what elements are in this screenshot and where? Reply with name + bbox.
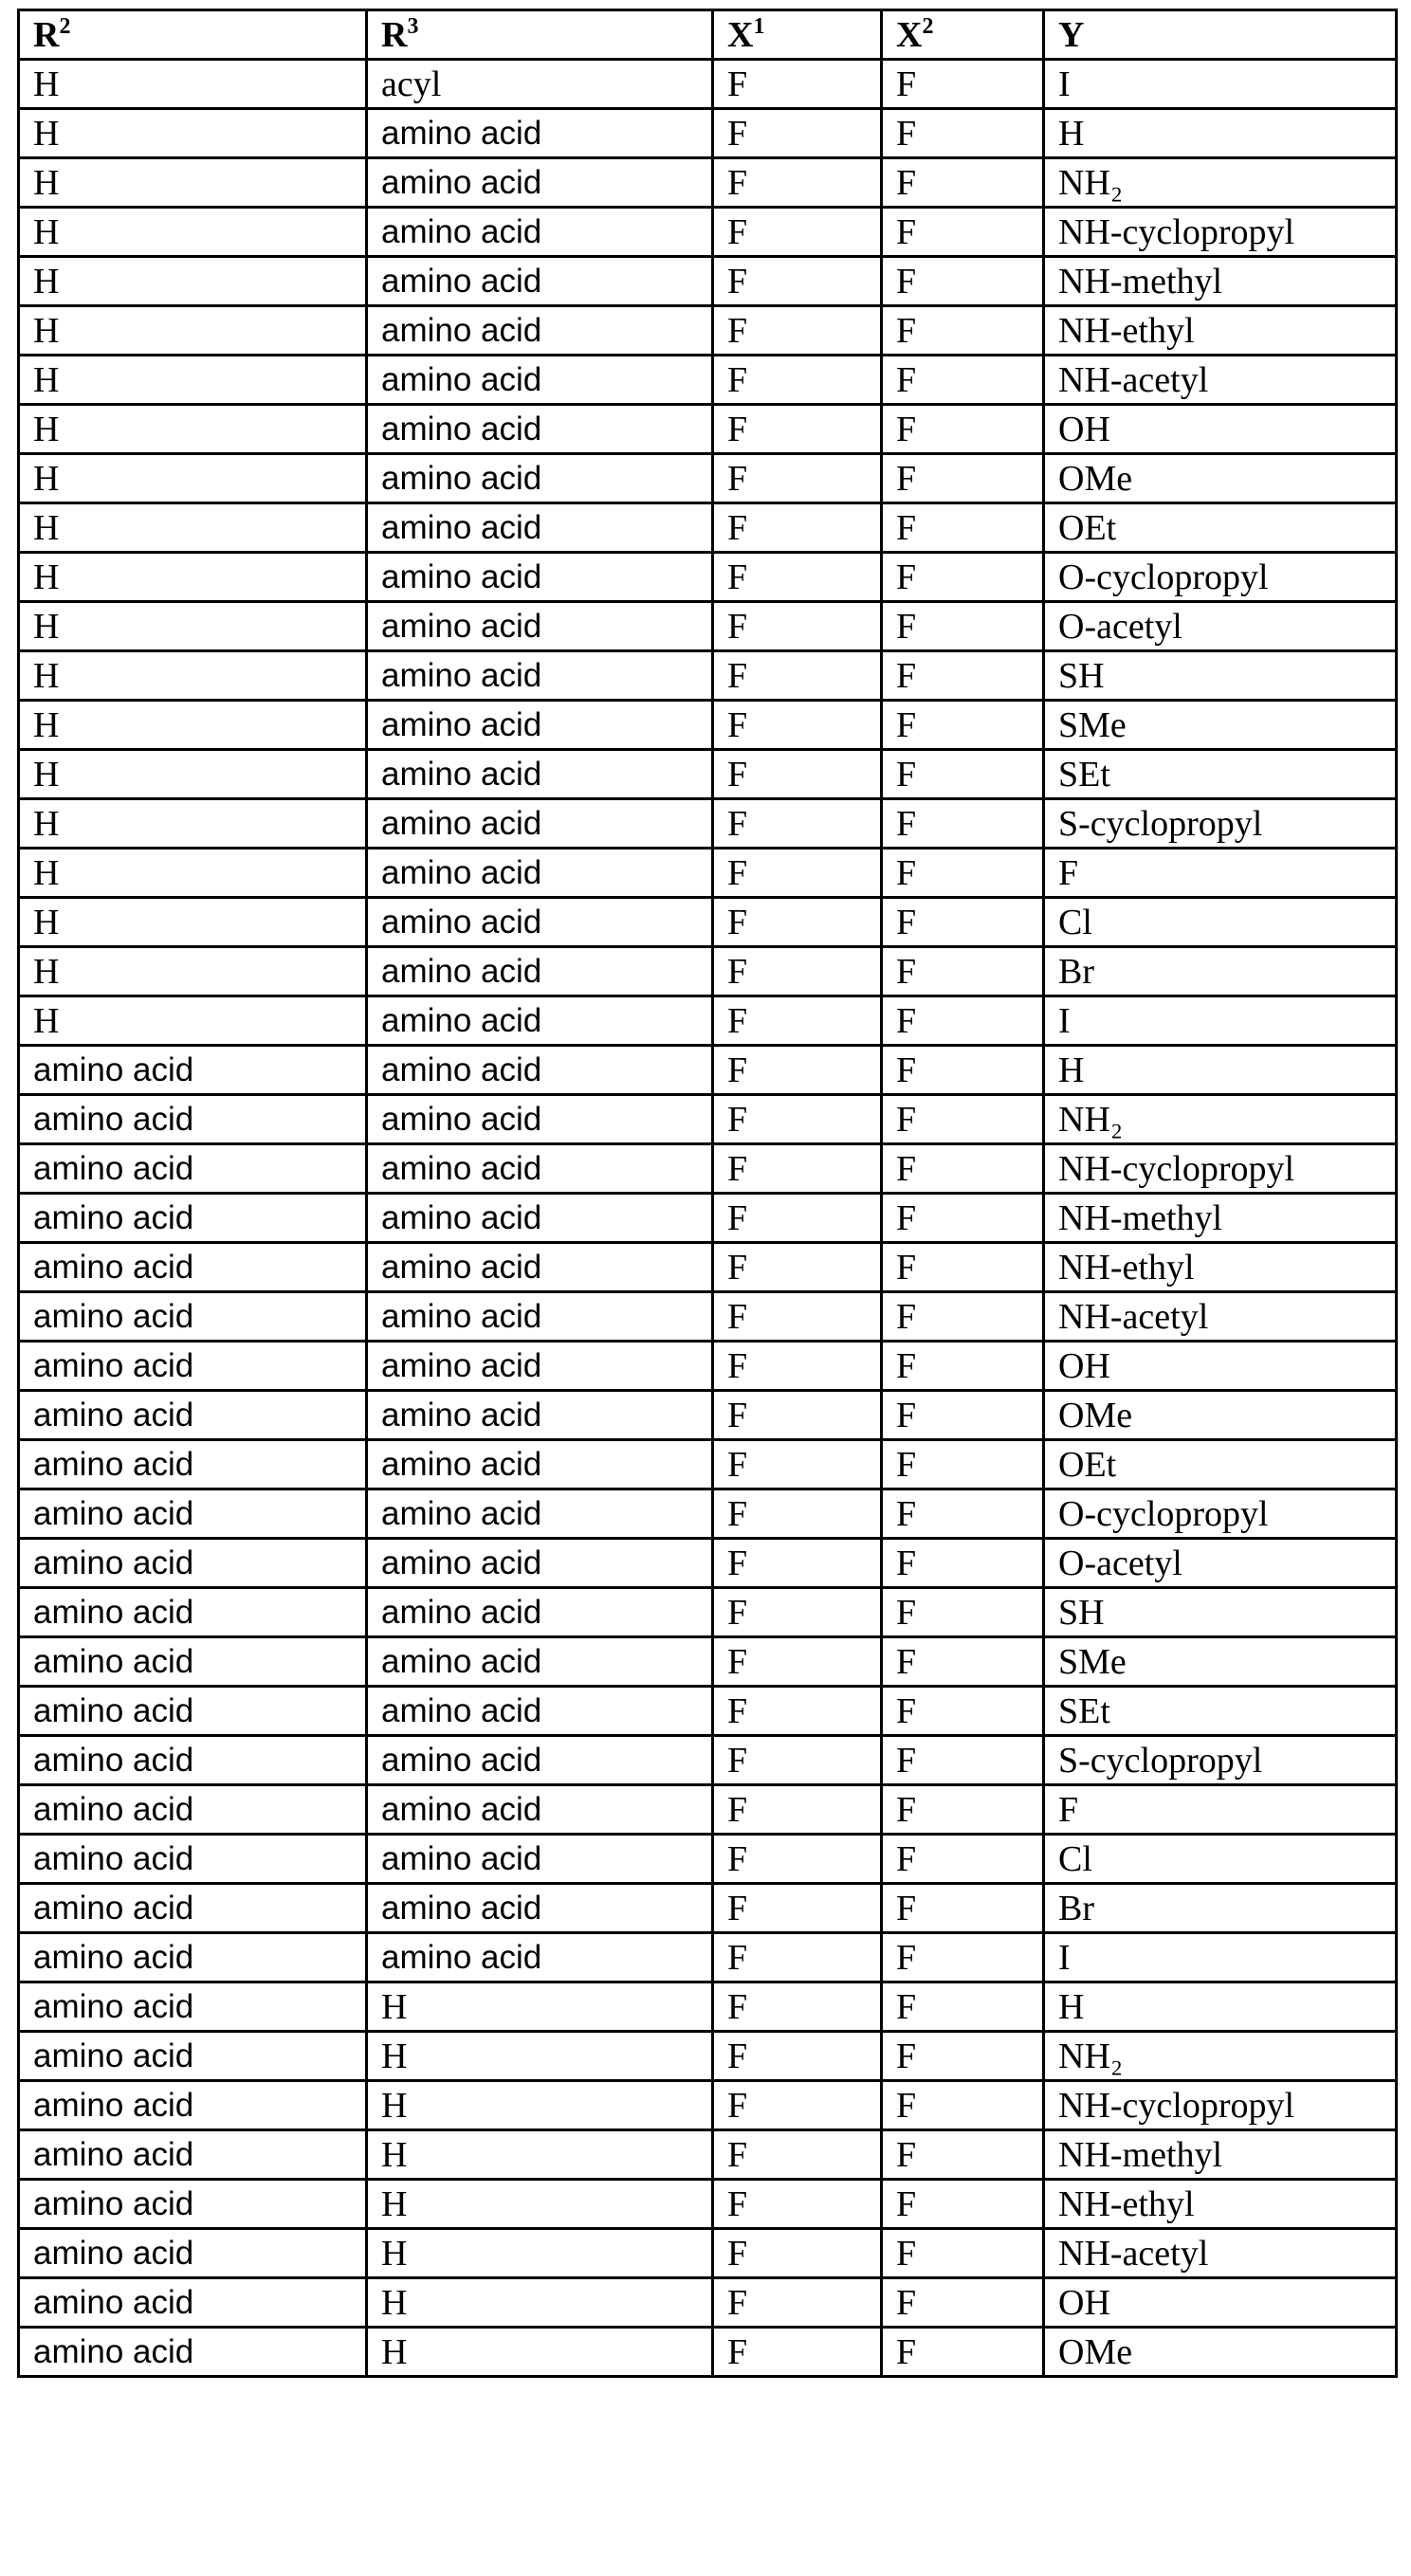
cell-y: OMe — [1044, 2328, 1397, 2377]
cell-x1: F — [713, 1736, 882, 1785]
cell-y: OMe — [1044, 454, 1397, 503]
cell-y: S-cyclopropyl — [1044, 1736, 1397, 1785]
cell-y: NH₂ — [1044, 2032, 1397, 2081]
table-row — [19, 602, 1397, 651]
cell-r2: amino acid — [19, 1243, 367, 1292]
table-row — [19, 651, 1397, 701]
cell-r2: amino acid — [19, 1687, 367, 1736]
header-superscript: 2 — [922, 14, 933, 39]
cell-x2: F — [882, 158, 1044, 208]
cell-r3: amino acid — [367, 356, 713, 405]
table-row — [19, 1637, 1397, 1687]
cell-r2: H — [19, 208, 367, 257]
cell-x2: F — [882, 1884, 1044, 1933]
cell-r3: H — [367, 2278, 713, 2328]
cell-y: H — [1044, 109, 1397, 158]
cell-x1: F — [713, 2180, 882, 2229]
cell-r3: amino acid — [367, 1440, 713, 1489]
cell-y: H — [1044, 1046, 1397, 1095]
cell-r3: amino acid — [367, 1144, 713, 1194]
cell-y: OH — [1044, 1342, 1397, 1391]
cell-r3: amino acid — [367, 1489, 713, 1539]
header-r2 — [19, 10, 367, 60]
cell-y: S-cyclopropyl — [1044, 799, 1397, 849]
table-row — [19, 1440, 1397, 1489]
cell-x2: F — [882, 2081, 1044, 2130]
table-row — [19, 2180, 1397, 2229]
cell-x2: F — [882, 1144, 1044, 1194]
table-row — [19, 405, 1397, 454]
cell-y: NH-cyclopropyl — [1044, 208, 1397, 257]
cell-x2: F — [882, 2180, 1044, 2229]
cell-x1: F — [713, 405, 882, 454]
cell-x1: F — [713, 1982, 882, 2032]
cell-r2: H — [19, 651, 367, 701]
table-row — [19, 1933, 1397, 1982]
cell-r2: H — [19, 257, 367, 306]
cell-r2: H — [19, 750, 367, 799]
cell-r2: amino acid — [19, 1736, 367, 1785]
cell-x2: F — [882, 1687, 1044, 1736]
cell-x2: F — [882, 2229, 1044, 2278]
cell-x1: F — [713, 1342, 882, 1391]
cell-x2: F — [882, 996, 1044, 1046]
cell-x2: F — [882, 1243, 1044, 1292]
table-row — [19, 898, 1397, 947]
header-label: X — [727, 15, 753, 55]
cell-r3: amino acid — [367, 553, 713, 602]
cell-r3: amino acid — [367, 306, 713, 356]
cell-y: SEt — [1044, 1687, 1397, 1736]
table-row — [19, 1194, 1397, 1243]
cell-r2: H — [19, 60, 367, 109]
table-row — [19, 2081, 1397, 2130]
header-superscript: 2 — [59, 14, 70, 39]
table-row — [19, 454, 1397, 503]
cell-x1: F — [713, 158, 882, 208]
table-row — [19, 2032, 1397, 2081]
cell-x2: F — [882, 1342, 1044, 1391]
cell-y: O-cyclopropyl — [1044, 553, 1397, 602]
cell-x2: F — [882, 1588, 1044, 1637]
cell-x2: F — [882, 1489, 1044, 1539]
cell-r3: amino acid — [367, 158, 713, 208]
table-row — [19, 257, 1397, 306]
cell-x2: F — [882, 306, 1044, 356]
cell-x2: F — [882, 553, 1044, 602]
cell-x2: F — [882, 208, 1044, 257]
cell-x1: F — [713, 898, 882, 947]
cell-x2: F — [882, 60, 1044, 109]
cell-y: H — [1044, 1982, 1397, 2032]
cell-x2: F — [882, 405, 1044, 454]
table-row — [19, 2229, 1397, 2278]
cell-r3: H — [367, 2180, 713, 2229]
cell-r2: amino acid — [19, 1194, 367, 1243]
cell-r2: amino acid — [19, 1095, 367, 1144]
cell-r2: H — [19, 306, 367, 356]
cell-y: NH-methyl — [1044, 2130, 1397, 2180]
cell-x1: F — [713, 1391, 882, 1440]
cell-r2: amino acid — [19, 1982, 367, 2032]
cell-r2: H — [19, 109, 367, 158]
cell-x1: F — [713, 1687, 882, 1736]
cell-y: OH — [1044, 405, 1397, 454]
cell-x1: F — [713, 1785, 882, 1835]
table-row — [19, 1884, 1397, 1933]
cell-y: F — [1044, 1785, 1397, 1835]
cell-y: OEt — [1044, 503, 1397, 553]
cell-y: NH-methyl — [1044, 1194, 1397, 1243]
header-x1 — [713, 10, 882, 60]
cell-x1: F — [713, 996, 882, 1046]
cell-r3: amino acid — [367, 1342, 713, 1391]
cell-x2: F — [882, 1095, 1044, 1144]
table-row — [19, 1539, 1397, 1588]
cell-x1: F — [713, 651, 882, 701]
table-row — [19, 60, 1397, 109]
table-row — [19, 1982, 1397, 2032]
table-row — [19, 947, 1397, 996]
cell-x2: F — [882, 651, 1044, 701]
cell-x2: F — [882, 1637, 1044, 1687]
cell-r3: amino acid — [367, 208, 713, 257]
cell-x1: F — [713, 454, 882, 503]
cell-x2: F — [882, 257, 1044, 306]
table-row — [19, 1144, 1397, 1194]
cell-r3: amino acid — [367, 1736, 713, 1785]
cell-r2: H — [19, 405, 367, 454]
cell-r3: H — [367, 2032, 713, 2081]
cell-r2: amino acid — [19, 1489, 367, 1539]
cell-x1: F — [713, 2229, 882, 2278]
cell-y: Br — [1044, 947, 1397, 996]
cell-r2: amino acid — [19, 1933, 367, 1982]
table-row — [19, 1342, 1397, 1391]
cell-y: SMe — [1044, 701, 1397, 750]
cell-r3: amino acid — [367, 109, 713, 158]
cell-x1: F — [713, 1194, 882, 1243]
cell-x1: F — [713, 602, 882, 651]
cell-r3: amino acid — [367, 947, 713, 996]
cell-x2: F — [882, 454, 1044, 503]
cell-r2: amino acid — [19, 1884, 367, 1933]
cell-r2: amino acid — [19, 1391, 367, 1440]
cell-r3: amino acid — [367, 602, 713, 651]
cell-x1: F — [713, 849, 882, 898]
table-row — [19, 799, 1397, 849]
cell-x2: F — [882, 701, 1044, 750]
cell-r2: H — [19, 701, 367, 750]
cell-r3: amino acid — [367, 1884, 713, 1933]
cell-x2: F — [882, 898, 1044, 947]
cell-r2: amino acid — [19, 2130, 367, 2180]
cell-x1: F — [713, 701, 882, 750]
table-row — [19, 503, 1397, 553]
cell-r2: amino acid — [19, 2278, 367, 2328]
cell-x1: F — [713, 2278, 882, 2328]
cell-r2: amino acid — [19, 1588, 367, 1637]
cell-r3: amino acid — [367, 651, 713, 701]
table-row — [19, 1046, 1397, 1095]
cell-y: SH — [1044, 651, 1397, 701]
cell-x1: F — [713, 1489, 882, 1539]
cell-y: NH₂ — [1044, 158, 1397, 208]
cell-x1: F — [713, 947, 882, 996]
cell-y: NH-ethyl — [1044, 306, 1397, 356]
cell-r3: amino acid — [367, 1687, 713, 1736]
cell-y: SEt — [1044, 750, 1397, 799]
cell-x1: F — [713, 2130, 882, 2180]
cell-x2: F — [882, 1785, 1044, 1835]
cell-r3: amino acid — [367, 1637, 713, 1687]
cell-x2: F — [882, 1982, 1044, 2032]
cell-x1: F — [713, 1243, 882, 1292]
cell-x1: F — [713, 750, 882, 799]
cell-r3: amino acid — [367, 1588, 713, 1637]
cell-x2: F — [882, 1046, 1044, 1095]
table-row — [19, 1785, 1397, 1835]
table-row — [19, 701, 1397, 750]
cell-x2: F — [882, 1835, 1044, 1884]
cell-y: SH — [1044, 1588, 1397, 1637]
cell-y: NH-ethyl — [1044, 2180, 1397, 2229]
table-row — [19, 2130, 1397, 2180]
cell-x1: F — [713, 1884, 882, 1933]
cell-y: O-cyclopropyl — [1044, 1489, 1397, 1539]
cell-y: SMe — [1044, 1637, 1397, 1687]
cell-r3: amino acid — [367, 1046, 713, 1095]
cell-x1: F — [713, 306, 882, 356]
table-row — [19, 208, 1397, 257]
cell-r2: amino acid — [19, 1835, 367, 1884]
cell-r2: H — [19, 849, 367, 898]
cell-r3: amino acid — [367, 257, 713, 306]
cell-y: Cl — [1044, 898, 1397, 947]
cell-r3: H — [367, 2229, 713, 2278]
cell-x1: F — [713, 1588, 882, 1637]
cell-y: NH-cyclopropyl — [1044, 2081, 1397, 2130]
cell-r2: amino acid — [19, 2081, 367, 2130]
cell-x1: F — [713, 257, 882, 306]
cell-r3: amino acid — [367, 1835, 713, 1884]
cell-r2: amino acid — [19, 1440, 367, 1489]
cell-x1: F — [713, 109, 882, 158]
cell-r2: amino acid — [19, 1539, 367, 1588]
table-row — [19, 1391, 1397, 1440]
header-y — [1044, 10, 1397, 60]
cell-r2: amino acid — [19, 1292, 367, 1342]
cell-r2: amino acid — [19, 1342, 367, 1391]
table-row — [19, 1243, 1397, 1292]
cell-r3: amino acid — [367, 1785, 713, 1835]
table-row — [19, 2328, 1397, 2377]
cell-x1: F — [713, 2328, 882, 2377]
cell-r3: amino acid — [367, 405, 713, 454]
cell-x2: F — [882, 1736, 1044, 1785]
cell-r3: amino acid — [367, 996, 713, 1046]
cell-r2: H — [19, 158, 367, 208]
cell-r2: amino acid — [19, 2180, 367, 2229]
cell-r2: amino acid — [19, 1144, 367, 1194]
cell-y: OH — [1044, 2278, 1397, 2328]
header-x2 — [882, 10, 1044, 60]
cell-y: NH-cyclopropyl — [1044, 1144, 1397, 1194]
cell-y: NH-methyl — [1044, 257, 1397, 306]
cell-r2: H — [19, 602, 367, 651]
cell-r2: H — [19, 996, 367, 1046]
cell-x1: F — [713, 1440, 882, 1489]
cell-r3: H — [367, 2130, 713, 2180]
cell-r3: amino acid — [367, 1933, 713, 1982]
cell-y: NH₂ — [1044, 1095, 1397, 1144]
header-label: R — [33, 15, 59, 55]
cell-r3: amino acid — [367, 750, 713, 799]
cell-x1: F — [713, 60, 882, 109]
cell-r3: amino acid — [367, 454, 713, 503]
cell-x2: F — [882, 602, 1044, 651]
table-row — [19, 1687, 1397, 1736]
cell-r2: H — [19, 356, 367, 405]
cell-x2: F — [882, 2032, 1044, 2081]
cell-r2: H — [19, 553, 367, 602]
cell-y: I — [1044, 996, 1397, 1046]
table-row — [19, 1292, 1397, 1342]
cell-x1: F — [713, 503, 882, 553]
cell-r3: amino acid — [367, 1292, 713, 1342]
cell-r3: H — [367, 1982, 713, 2032]
table-row — [19, 996, 1397, 1046]
cell-x1: F — [713, 1095, 882, 1144]
cell-x2: F — [882, 109, 1044, 158]
cell-r3: amino acid — [367, 701, 713, 750]
cell-x2: F — [882, 947, 1044, 996]
cell-y: Cl — [1044, 1835, 1397, 1884]
cell-r3: amino acid — [367, 849, 713, 898]
cell-r3: amino acid — [367, 1391, 713, 1440]
cell-x1: F — [713, 1835, 882, 1884]
cell-x1: F — [713, 1637, 882, 1687]
table-row — [19, 109, 1397, 158]
cell-r3: amino acid — [367, 503, 713, 553]
cell-y: Br — [1044, 1884, 1397, 1933]
table-row — [19, 158, 1397, 208]
cell-x1: F — [713, 208, 882, 257]
cell-r2: H — [19, 898, 367, 947]
cell-r2: amino acid — [19, 1637, 367, 1687]
cell-y: NH-acetyl — [1044, 356, 1397, 405]
cell-r2: amino acid — [19, 2032, 367, 2081]
header-label: X — [896, 15, 922, 55]
cell-y: O-acetyl — [1044, 602, 1397, 651]
cell-r3: H — [367, 2081, 713, 2130]
header-label: R — [381, 15, 407, 55]
cell-y: F — [1044, 849, 1397, 898]
table-row — [19, 1588, 1397, 1637]
cell-r2: H — [19, 947, 367, 996]
table-row — [19, 1736, 1397, 1785]
cell-x2: F — [882, 2328, 1044, 2377]
cell-x1: F — [713, 1292, 882, 1342]
cell-x1: F — [713, 356, 882, 405]
table-row — [19, 306, 1397, 356]
cell-x1: F — [713, 1539, 882, 1588]
cell-x2: F — [882, 503, 1044, 553]
cell-x1: F — [713, 1144, 882, 1194]
cell-y: NH-acetyl — [1044, 1292, 1397, 1342]
substituent-table — [17, 9, 1398, 2378]
table-row — [19, 2278, 1397, 2328]
table-row — [19, 750, 1397, 799]
header-row — [19, 10, 1397, 60]
cell-x2: F — [882, 1292, 1044, 1342]
table-row — [19, 1489, 1397, 1539]
table-row — [19, 1095, 1397, 1144]
cell-y: NH-ethyl — [1044, 1243, 1397, 1292]
cell-r3: amino acid — [367, 799, 713, 849]
header-superscript: 1 — [753, 14, 764, 39]
cell-y: OMe — [1044, 1391, 1397, 1440]
cell-x2: F — [882, 1933, 1044, 1982]
cell-x2: F — [882, 849, 1044, 898]
cell-y: O-acetyl — [1044, 1539, 1397, 1588]
cell-r2: H — [19, 503, 367, 553]
header-r3 — [367, 10, 713, 60]
header-label: Y — [1058, 15, 1084, 55]
cell-r2: amino acid — [19, 2328, 367, 2377]
cell-r3: amino acid — [367, 898, 713, 947]
header-superscript: 3 — [407, 14, 418, 39]
cell-x2: F — [882, 1194, 1044, 1243]
cell-r3: amino acid — [367, 1243, 713, 1292]
cell-x2: F — [882, 1539, 1044, 1588]
cell-x2: F — [882, 2278, 1044, 2328]
cell-x2: F — [882, 799, 1044, 849]
cell-x1: F — [713, 1933, 882, 1982]
cell-x1: F — [713, 553, 882, 602]
cell-y: OEt — [1044, 1440, 1397, 1489]
cell-y: NH-acetyl — [1044, 2229, 1397, 2278]
cell-r2: amino acid — [19, 2229, 367, 2278]
cell-r2: H — [19, 799, 367, 849]
cell-y: I — [1044, 60, 1397, 109]
cell-x1: F — [713, 799, 882, 849]
cell-x2: F — [882, 750, 1044, 799]
cell-x2: F — [882, 1391, 1044, 1440]
cell-r2: amino acid — [19, 1785, 367, 1835]
cell-r3: H — [367, 2328, 713, 2377]
cell-r2: H — [19, 454, 367, 503]
cell-x1: F — [713, 2081, 882, 2130]
table-row — [19, 553, 1397, 602]
cell-r3: amino acid — [367, 1194, 713, 1243]
table-row — [19, 849, 1397, 898]
table-row — [19, 1835, 1397, 1884]
cell-x2: F — [882, 356, 1044, 405]
cell-r3: amino acid — [367, 1095, 713, 1144]
cell-r2: amino acid — [19, 1046, 367, 1095]
cell-y: I — [1044, 1933, 1397, 1982]
cell-x2: F — [882, 2130, 1044, 2180]
cell-r3: amino acid — [367, 1539, 713, 1588]
cell-x2: F — [882, 1440, 1044, 1489]
cell-r3: acyl — [367, 60, 713, 109]
table-row — [19, 356, 1397, 405]
cell-x1: F — [713, 2032, 882, 2081]
cell-x1: F — [713, 1046, 882, 1095]
